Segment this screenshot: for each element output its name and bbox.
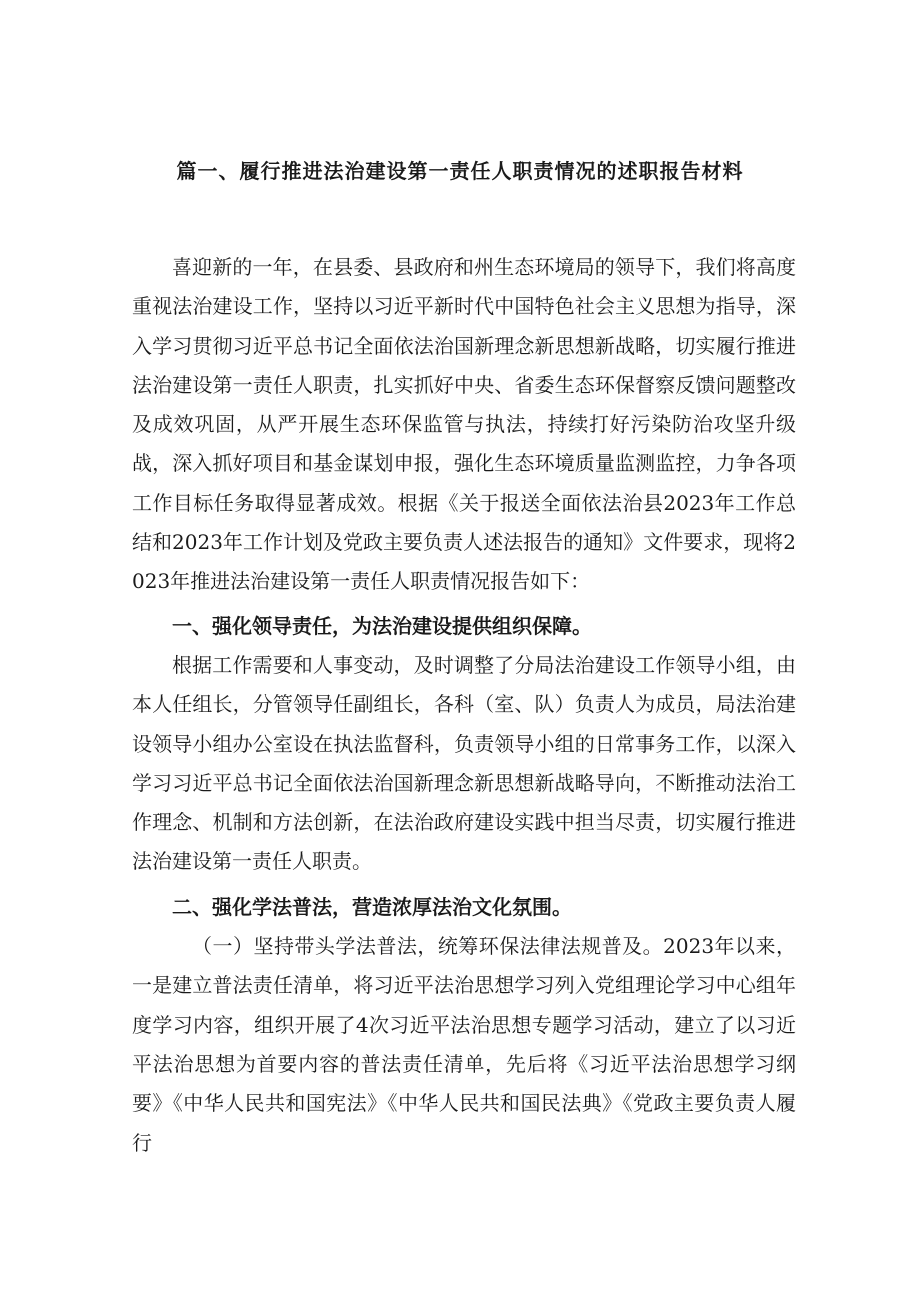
section-1-paragraph: 根据工作需要和人事变动，及时调整了分局法治建设工作领导小组，由本人任组长，分管领导任副组长，各科（室、队）负责人为成员，局法治建设领导小组办公室设在执法监督科，负责领导小组的日常事务工作，以深入学习习近平总书记全面依法治国新理念新思想新战略导向，不断推动法治工作理念、机制和方法创新，在法治政府建设实践中担当尽责，切实履行推进法治建设第一责任人职责。 bbox=[132, 652, 796, 874]
document-title: 篇一、履行推进法治建设第一责任人职责情况的述职报告材料 bbox=[176, 159, 744, 183]
intro-paragraph: 喜迎新的一年，在县委、县政府和州生态环境局的领导下，我们将高度重视法治建设工作，坚持以习近平新时代中国特色社会主义思想为指导，深入学习贯彻习近平总书记全面依法治国新理念新思想新战略，切实履行推进法治建设第一责任人职责，扎实抓好中央、省委生态环保督察反馈问题整改及成效巩固，从严开展生态环保监管与执法，持续打好污染防治攻坚升级战，深入抓好项目和基金谋划申报，强化生态环境质量监测监控，力争各项工作目标任务取得显著成效。根据《关于报送全面依法治县2023年工作总结和2023年工作计划及党政主要负责人述法报告的通知》文件要求，现将2023年推进法治建设第一责任人职责情况报告如下： bbox=[132, 255, 796, 594]
section-heading-1: 一、强化领导责任，为法治建设提供组织保障。 bbox=[172, 613, 592, 638]
document-body bbox=[132, 248, 796, 1163]
section-2-1-paragraph: （一）坚持带头学法普法，统筹环保法律法规普及。2023年以来，一是建立普法责任清单，将习近平法治思想学习列入党组理论学习中心组年度学习内容，组织开展了4次习近平法治思想专题学习活动，建立了以习近平法治思想为首要内容的普法责任清单，先后将《习近平法治思想学习纲要》《中华人民共和国宪法》《中华人民共和国民法典》《党政主要负责人履行 bbox=[132, 934, 796, 1155]
section-heading-2: 二、强化学法普法，营造浓厚法治文化氛围。 bbox=[172, 894, 572, 919]
